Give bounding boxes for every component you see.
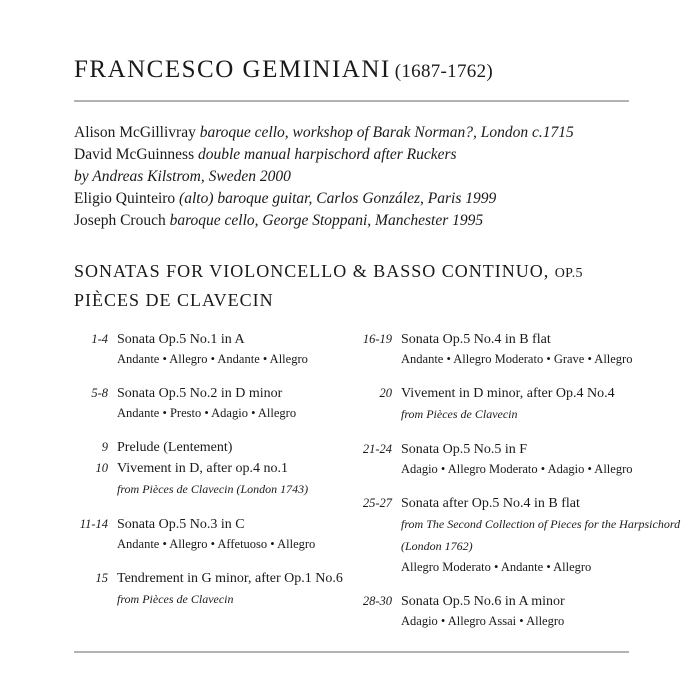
track-source-date: (London 1762) <box>401 539 473 553</box>
track-number: 9 <box>101 440 108 454</box>
track-source: from Pièces de Clavecin <box>401 407 518 421</box>
track-entry <box>74 459 344 500</box>
performer-instrument: baroque cello, workshop of Barak Norman?, London c.1715 <box>199 124 574 141</box>
track-movements: Adagio • Allegro Assai • Allegro <box>401 614 565 628</box>
track-entry <box>74 384 344 423</box>
performer-instrument: by Andreas Kilstrom, Sweden 2000 <box>74 168 291 185</box>
track-number: 11-14 <box>79 517 108 531</box>
track-entry <box>74 569 344 610</box>
track-entry <box>358 384 628 425</box>
track-entry <box>74 515 344 554</box>
track-title: Vivement in D, after op.4 no.1 <box>117 461 289 476</box>
track-title: Sonata Op.5 No.1 in A <box>117 332 245 347</box>
track-title: Tendrement in G minor, after Op.1 No.6 <box>117 571 343 586</box>
track-entry <box>358 494 681 577</box>
program-subtitle: PIÈCES DE CLAVECIN <box>74 290 274 310</box>
performer-line <box>74 144 644 166</box>
track-number: 16-19 <box>362 332 392 346</box>
performer-name: Alison McGillivray <box>74 124 196 141</box>
track-number: 25-27 <box>362 496 392 510</box>
track-entry <box>358 330 633 369</box>
track-movements: Allegro Moderato • Andante • Allegro <box>401 560 592 574</box>
composer-dates: (1687-1762) <box>394 61 494 82</box>
track-title: Sonata after Op.5 No.4 in B flat <box>401 496 580 511</box>
track-title: Prelude (Lentement) <box>117 440 233 455</box>
bottom-divider <box>74 651 629 653</box>
performer-instrument: (alto) baroque guitar, Carlos González, Paris 1999 <box>179 190 497 207</box>
performer-name: Eligio Quinteiro <box>74 190 176 207</box>
track-entry <box>74 438 344 457</box>
track-movements: Andante • Allegro Moderato • Grave • Allegro <box>401 352 633 366</box>
track-number: 20 <box>379 386 392 400</box>
track-number: 15 <box>95 571 108 585</box>
track-movements: Andante • Allegro • Affetuoso • Allegro <box>117 537 316 551</box>
top-divider <box>74 100 629 102</box>
track-title: Sonata Op.5 No.6 in A minor <box>401 594 565 609</box>
performer-name: Joseph Crouch <box>74 212 166 229</box>
composer-name: FRANCESCO GEMINIANI <box>74 56 391 83</box>
track-source: from The Second Collection of Pieces for the Harpsichord <box>401 517 681 531</box>
performer-list <box>74 122 644 232</box>
track-number: 5-8 <box>91 386 108 400</box>
program-title: SONATAS FOR VIOLONCELLO & BASSO CONTINUO, <box>74 261 550 281</box>
performer-line <box>74 122 644 144</box>
track-entry <box>358 592 628 631</box>
track-number: 1-4 <box>91 332 108 346</box>
track-title: Sonata Op.5 No.5 in F <box>401 442 527 457</box>
track-source: from Pièces de Clavecin (London 1743) <box>117 482 309 496</box>
track-number: 28-30 <box>362 594 392 608</box>
program-title-line <box>74 258 674 287</box>
track-entry <box>74 330 344 369</box>
performer-instrument: baroque cello, George Stoppani, Manchester 1995 <box>169 212 484 229</box>
track-entry <box>358 440 633 479</box>
performer-line <box>74 210 644 232</box>
header <box>74 56 634 84</box>
track-number: 10 <box>95 461 108 475</box>
track-source: from Pièces de Clavecin <box>117 592 234 606</box>
performer-line <box>74 188 644 210</box>
track-movements: Andante • Allegro • Andante • Allegro <box>117 352 308 366</box>
track-list-left <box>74 330 344 625</box>
performer-name: David McGuinness <box>74 146 195 163</box>
performer-line <box>74 166 644 188</box>
track-list-right <box>358 330 681 646</box>
track-title: Sonata Op.5 No.3 in C <box>117 517 245 532</box>
track-title: Sonata Op.5 No.4 in B flat <box>401 332 551 347</box>
program-opus: OP.5 <box>554 266 583 281</box>
track-movements: Andante • Presto • Adagio • Allegro <box>117 406 297 420</box>
program-heading <box>74 258 674 314</box>
track-title: Sonata Op.5 No.2 in D minor <box>117 386 283 401</box>
track-number: 21-24 <box>362 442 392 456</box>
track-movements: Adagio • Allegro Moderato • Adagio • Allegro <box>401 462 633 476</box>
performer-instrument: double manual harpischord after Ruckers <box>198 146 457 163</box>
track-title: Vivement in D minor, after Op.4 No.4 <box>401 386 615 401</box>
